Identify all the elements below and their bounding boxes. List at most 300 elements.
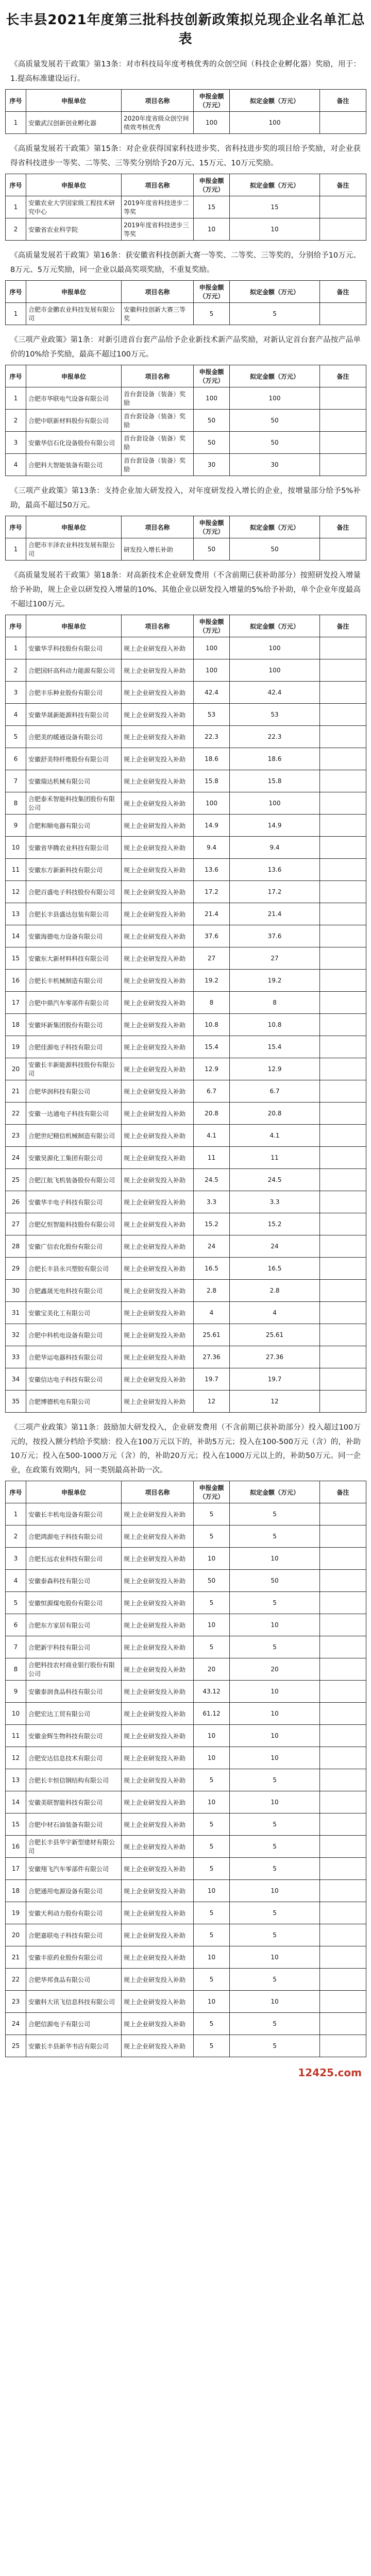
cell-remark <box>320 881 366 903</box>
table-header-row <box>6 281 366 303</box>
cell-company: 安徽丰原药业股份有限公司 <box>26 1946 122 1969</box>
cell-no: 12 <box>6 1747 26 1769</box>
table-row <box>6 1636 366 1658</box>
cell-item: 规上企业研发投入补助 <box>122 1880 194 1902</box>
header-applied: 申报金额（万元） <box>194 281 230 303</box>
cell-item: 规上企业研发投入补助 <box>122 1191 194 1213</box>
cell-approved: 100 <box>230 112 320 134</box>
table-row <box>6 387 366 410</box>
cell-approved: 6.7 <box>230 1080 320 1103</box>
cell-remark <box>320 837 366 859</box>
cell-no: 29 <box>6 1258 26 1280</box>
header-applied: 申报金额（万元） <box>194 615 230 637</box>
cell-item: 规上企业研发投入补助 <box>122 1147 194 1169</box>
cell-item: 研发投入增长补助 <box>122 538 194 561</box>
cell-remark <box>320 1258 366 1280</box>
cell-company: 安徽农业大学国家级工程技术研究中心 <box>26 196 122 218</box>
header-item: 项目名称 <box>122 615 194 637</box>
cell-no: 25 <box>6 2035 26 2057</box>
cell-applied: 10.8 <box>194 1014 230 1036</box>
cell-company: 安徽长丰县新华书店有限公司 <box>26 2035 122 2057</box>
cell-applied: 24.5 <box>194 1169 230 1191</box>
table-row <box>6 1769 366 1791</box>
site-watermark: 12425.com <box>298 2066 362 2079</box>
cell-remark <box>320 1036 366 1058</box>
cell-company: 安徽翔飞汽车零部件有限公司 <box>26 1858 122 1880</box>
cell-company: 合肥鸿源电子科技有限公司 <box>26 1526 122 1548</box>
cell-no: 1 <box>6 387 26 410</box>
cell-company: 安徽东方新新科技有限公司 <box>26 859 122 881</box>
cell-approved: 37.6 <box>230 925 320 947</box>
cell-applied: 27 <box>194 947 230 970</box>
cell-approved: 5 <box>230 1814 320 1836</box>
table-row <box>6 1346 366 1368</box>
cell-remark <box>320 637 366 659</box>
section-note-text: 《三项产业政策》第13条：支持企业加大研发投入，对年度研发投入增长的企业，按增量部分给予5%补助，最高不超过50万元。 <box>10 487 361 510</box>
cell-no: 5 <box>6 726 26 748</box>
cell-applied: 43.12 <box>194 1681 230 1703</box>
cell-item: 规上企业研发投入补助 <box>122 1836 194 1858</box>
table-row <box>6 218 366 241</box>
cell-applied: 5 <box>194 1969 230 1991</box>
cell-approved: 12 <box>230 1391 320 1413</box>
cell-remark <box>320 1769 366 1791</box>
table-row <box>6 1014 366 1036</box>
cell-applied: 5 <box>194 1592 230 1614</box>
cell-no: 20 <box>6 1058 26 1080</box>
cell-remark <box>320 748 366 770</box>
cell-item: 规上企业研发投入补助 <box>122 1280 194 1302</box>
cell-company: 合肥安达信息技术有限公司 <box>26 1747 122 1769</box>
cell-remark <box>320 387 366 410</box>
cell-company: 合肥科大智能装备有限公司 <box>26 454 122 476</box>
cell-company: 合肥国轩高科动力能源有限公司 <box>26 659 122 682</box>
cell-item: 规上企业研发投入补助 <box>122 1324 194 1346</box>
header-no: 序号 <box>6 90 26 112</box>
table-header-row <box>6 90 366 112</box>
cell-company: 合肥长丰恒信钢结构有限公司 <box>26 1769 122 1791</box>
cell-no: 15 <box>6 947 26 970</box>
header-approved: 拟定金额（万元） <box>230 90 320 112</box>
cell-no: 9 <box>6 1681 26 1703</box>
cell-applied: 10 <box>194 1991 230 2013</box>
table-row <box>6 992 366 1014</box>
cell-company: 安徽昊源化工集团有限公司 <box>26 1147 122 1169</box>
cell-no: 1 <box>6 303 26 325</box>
cell-remark <box>320 1080 366 1103</box>
cell-no: 1 <box>6 637 26 659</box>
section-note <box>5 246 366 280</box>
header-approved: 拟定金额（万元） <box>230 365 320 387</box>
cell-company: 安徽宝美化工有限公司 <box>26 1302 122 1324</box>
cell-item: 规上企业研发投入补助 <box>122 1548 194 1570</box>
cell-applied: 5 <box>194 1858 230 1880</box>
cell-company: 安徽信达电子科技有限公司 <box>26 1368 122 1391</box>
cell-item: 规上企业研发投入补助 <box>122 1014 194 1036</box>
section-note <box>5 566 366 615</box>
cell-approved: 4 <box>230 1302 320 1324</box>
cell-item: 规上企业研发投入补助 <box>122 1368 194 1391</box>
cell-applied: 4 <box>194 1302 230 1324</box>
header-remark: 备注 <box>320 281 366 303</box>
header-company: 申报单位 <box>26 174 122 196</box>
cell-company: 合肥长丰机械制造有限公司 <box>26 970 122 992</box>
cell-applied: 5 <box>194 1814 230 1836</box>
cell-no: 18 <box>6 1014 26 1036</box>
cell-no: 5 <box>6 1592 26 1614</box>
header-item: 项目名称 <box>122 365 194 387</box>
cell-item: 规上企业研发投入补助 <box>122 1125 194 1147</box>
cell-no: 16 <box>6 970 26 992</box>
cell-remark <box>320 1791 366 1814</box>
cell-applied: 12.9 <box>194 1058 230 1080</box>
table-row <box>6 1391 366 1413</box>
cell-item: 安徽科技创新大赛三等奖 <box>122 303 194 325</box>
cell-item: 规上企业研发投入补助 <box>122 1592 194 1614</box>
table-row <box>6 1858 366 1880</box>
cell-no: 2 <box>6 218 26 241</box>
cell-no: 30 <box>6 1280 26 1302</box>
cell-applied: 53 <box>194 704 230 726</box>
cell-applied: 20 <box>194 1658 230 1681</box>
cell-remark <box>320 2035 366 2057</box>
cell-company: 安徽长丰新能源科技股份有限公司 <box>26 1058 122 1080</box>
cell-applied: 10 <box>194 1614 230 1636</box>
cell-applied: 8 <box>194 992 230 1014</box>
table-header-row <box>6 516 366 538</box>
table-row <box>6 682 366 704</box>
section-note-text: 《三项产业政策》第11条：鼓励加大研发投入，企业研发费用（不含前期已获补助部分）投入超过100万元的，按投入额分档给予奖励：投入在100万元以下的，补助5万元；投入在100-500万元（含）的，补助10万元；投入在500-1000万元（含）的，补助20万元；投入在1000万元以上的，补助50万元。同一企业，在政策有效期内，同一类别最高补助一次。 <box>10 1423 361 1475</box>
cell-company: 安徽科大讯飞信息科技有限公司 <box>26 1991 122 2013</box>
cell-item: 规上企业研发投入补助 <box>122 903 194 925</box>
table-row <box>6 881 366 903</box>
table-header-row <box>6 365 366 387</box>
cell-company: 合肥江航飞机装备股份有限公司 <box>26 1169 122 1191</box>
cell-approved: 2.8 <box>230 1280 320 1302</box>
header-approved: 拟定金额（万元） <box>230 516 320 538</box>
cell-approved: 5 <box>230 1858 320 1880</box>
cell-applied: 5 <box>194 2013 230 2035</box>
section-note <box>5 139 366 174</box>
cell-company: 合肥华邦食品有限公司 <box>26 1969 122 1991</box>
cell-remark <box>320 1324 366 1346</box>
cell-item: 规上企业研发投入补助 <box>122 1103 194 1125</box>
cell-applied: 18.6 <box>194 748 230 770</box>
cell-approved: 20 <box>230 1658 320 1681</box>
cell-no: 1 <box>6 196 26 218</box>
cell-applied: 15.2 <box>194 1213 230 1235</box>
header-approved: 拟定金额（万元） <box>230 615 320 637</box>
header-item: 项目名称 <box>122 516 194 538</box>
table-row <box>6 538 366 561</box>
cell-no: 1 <box>6 538 26 561</box>
cell-applied: 6.7 <box>194 1080 230 1103</box>
table-row <box>6 1747 366 1769</box>
cell-applied: 5 <box>194 303 230 325</box>
cell-remark <box>320 432 366 454</box>
cell-applied: 27.36 <box>194 1346 230 1368</box>
cell-applied: 100 <box>194 659 230 682</box>
cell-remark <box>320 1014 366 1036</box>
table-row <box>6 1969 366 1991</box>
cell-no: 28 <box>6 1235 26 1258</box>
table-row <box>6 903 366 925</box>
cell-item: 规上企业研发投入补助 <box>122 1658 194 1681</box>
cell-no: 11 <box>6 1725 26 1747</box>
table-row <box>6 112 366 134</box>
cell-approved: 5 <box>230 1969 320 1991</box>
cell-company: 合肥信源电子有限公司 <box>26 2013 122 2035</box>
cell-approved: 100 <box>230 637 320 659</box>
cell-item: 规上企业研发投入补助 <box>122 1503 194 1526</box>
cell-item: 首台套设备（装备）奖励 <box>122 410 194 432</box>
table-row <box>6 815 366 837</box>
cell-company: 合肥长远农业科技有限公司 <box>26 1548 122 1570</box>
table-row <box>6 1147 366 1169</box>
table-row <box>6 792 366 815</box>
cell-remark <box>320 1213 366 1235</box>
cell-approved: 19.7 <box>230 1368 320 1391</box>
cell-item: 规上企业研发投入补助 <box>122 1391 194 1413</box>
table-row <box>6 303 366 325</box>
cell-remark <box>320 704 366 726</box>
cell-item: 规上企业研发投入补助 <box>122 1681 194 1703</box>
cell-applied: 100 <box>194 637 230 659</box>
table-row <box>6 1324 366 1346</box>
cell-company: 安徽广信农化股份有限公司 <box>26 1235 122 1258</box>
cell-applied: 3.3 <box>194 1191 230 1213</box>
cell-no: 7 <box>6 770 26 792</box>
section-table <box>5 89 366 134</box>
cell-no: 21 <box>6 1946 26 1969</box>
header-item: 项目名称 <box>122 174 194 196</box>
table-row <box>6 925 366 947</box>
cell-item: 规上企业研发投入补助 <box>122 1946 194 1969</box>
cell-remark <box>320 925 366 947</box>
cell-company: 合肥世纪精信机械制造有限公司 <box>26 1125 122 1147</box>
cell-item: 规上企业研发投入补助 <box>122 770 194 792</box>
cell-no: 20 <box>6 1924 26 1946</box>
cell-no: 2 <box>6 410 26 432</box>
cell-no: 18 <box>6 1880 26 1902</box>
cell-approved: 12.9 <box>230 1058 320 1080</box>
cell-approved: 9.4 <box>230 837 320 859</box>
table-row <box>6 1103 366 1125</box>
cell-no: 26 <box>6 1191 26 1213</box>
cell-company: 安徽省农业科学院 <box>26 218 122 241</box>
cell-applied: 61.12 <box>194 1703 230 1725</box>
cell-no: 19 <box>6 1036 26 1058</box>
section-note-text: 《高质量发展若干政策》第15条：对企业获得国家科技进步奖、省科技进步奖的项目给予奖励，对企业获得省科技进步一等奖、二等奖、三等奖分别给予20万元、15万元、10万元奖励。 <box>10 145 361 167</box>
table-row <box>6 1548 366 1570</box>
cell-applied: 2.8 <box>194 1280 230 1302</box>
cell-company: 合肥市金鹏农业科技发展有限公司 <box>26 303 122 325</box>
cell-no: 3 <box>6 432 26 454</box>
cell-no: 3 <box>6 682 26 704</box>
header-company: 申报单位 <box>26 615 122 637</box>
cell-item: 规上企业研发投入补助 <box>122 1747 194 1769</box>
cell-remark <box>320 1391 366 1413</box>
cell-company: 安徽瑞达机械有限公司 <box>26 770 122 792</box>
cell-no: 23 <box>6 1125 26 1147</box>
cell-item: 规上企业研发投入补助 <box>122 1346 194 1368</box>
cell-remark <box>320 1058 366 1080</box>
header-remark: 备注 <box>320 365 366 387</box>
table-row <box>6 1125 366 1147</box>
cell-approved: 50 <box>230 432 320 454</box>
cell-remark <box>320 1681 366 1703</box>
cell-applied: 5 <box>194 1526 230 1548</box>
cell-remark <box>320 1880 366 1902</box>
cell-approved: 16.5 <box>230 1258 320 1280</box>
cell-company: 合肥中联新材料股份有限公司 <box>26 410 122 432</box>
cell-remark <box>320 1103 366 1125</box>
cell-item: 2019年度省科技进步三等奖 <box>122 218 194 241</box>
cell-applied: 14.9 <box>194 815 230 837</box>
cell-remark <box>320 1169 366 1191</box>
cell-item: 规上企业研发投入补助 <box>122 1235 194 1258</box>
cell-no: 6 <box>6 1614 26 1636</box>
cell-item: 规上企业研发投入补助 <box>122 1924 194 1946</box>
cell-remark <box>320 1658 366 1681</box>
cell-remark <box>320 1836 366 1858</box>
cell-company: 合肥长丰县华宇新型建材有限公司 <box>26 1836 122 1858</box>
header-remark: 备注 <box>320 1481 366 1503</box>
table-row <box>6 1614 366 1636</box>
section-note <box>5 1418 366 1481</box>
cell-remark <box>320 1503 366 1526</box>
cell-remark <box>320 1280 366 1302</box>
table-row <box>6 432 366 454</box>
cell-company: 安徽海德电力设备有限公司 <box>26 925 122 947</box>
header-company: 申报单位 <box>26 90 122 112</box>
cell-applied: 15.8 <box>194 770 230 792</box>
cell-item: 规上企业研发投入补助 <box>122 1213 194 1235</box>
cell-applied: 50 <box>194 1570 230 1592</box>
cell-remark <box>320 1636 366 1658</box>
cell-remark <box>320 1235 366 1258</box>
cell-approved: 5 <box>230 1592 320 1614</box>
cell-item: 规上企业研发投入补助 <box>122 881 194 903</box>
cell-no: 11 <box>6 859 26 881</box>
cell-item: 规上企业研发投入补助 <box>122 925 194 947</box>
cell-item: 规上企业研发投入补助 <box>122 1969 194 1991</box>
cell-approved: 20.8 <box>230 1103 320 1125</box>
cell-applied: 100 <box>194 387 230 410</box>
cell-approved: 5 <box>230 1636 320 1658</box>
cell-company: 合肥市华联电气设备有限公司 <box>26 387 122 410</box>
cell-applied: 10 <box>194 1725 230 1747</box>
cell-company: 合肥中科机电设备有限公司 <box>26 1324 122 1346</box>
cell-item: 规上企业研发投入补助 <box>122 1058 194 1080</box>
cell-item: 规上企业研发投入补助 <box>122 659 194 682</box>
cell-applied: 24 <box>194 1235 230 1258</box>
cell-company: 安徽天利动力股份有限公司 <box>26 1902 122 1924</box>
cell-no: 32 <box>6 1324 26 1346</box>
table-row <box>6 704 366 726</box>
cell-company: 合肥中材石油装备有限公司 <box>26 1814 122 1836</box>
cell-no: 8 <box>6 1658 26 1681</box>
cell-remark <box>320 1147 366 1169</box>
cell-approved: 24.5 <box>230 1169 320 1191</box>
table-row <box>6 1036 366 1058</box>
header-remark: 备注 <box>320 615 366 637</box>
table-row <box>6 659 366 682</box>
cell-item: 规上企业研发投入补助 <box>122 1080 194 1103</box>
cell-no: 4 <box>6 1570 26 1592</box>
cell-remark <box>320 1814 366 1836</box>
cell-item: 规上企业研发投入补助 <box>122 637 194 659</box>
cell-approved: 17.2 <box>230 881 320 903</box>
cell-no: 1 <box>6 112 26 134</box>
cell-applied: 5 <box>194 1902 230 1924</box>
cell-approved: 15.2 <box>230 1213 320 1235</box>
cell-no: 1 <box>6 1503 26 1526</box>
cell-approved: 5 <box>230 1836 320 1858</box>
table-row <box>6 970 366 992</box>
table-row <box>6 947 366 970</box>
table-row <box>6 1169 366 1191</box>
cell-remark <box>320 970 366 992</box>
cell-applied: 5 <box>194 2035 230 2057</box>
cell-remark <box>320 1548 366 1570</box>
cell-applied: 42.4 <box>194 682 230 704</box>
cell-approved: 10 <box>230 1991 320 2013</box>
table-row <box>6 1570 366 1592</box>
section-note-text: 《高质量发展若干政策》第16条：获安徽省科技创新大赛一等奖、二等奖、三等奖的，分别给予10万元、8万元、5万元奖励，同一企业以最高奖项奖励，不重复奖励。 <box>10 251 361 274</box>
cell-item: 首台套设备（装备）奖励 <box>122 387 194 410</box>
cell-approved: 8 <box>230 992 320 1014</box>
table-row <box>6 859 366 881</box>
cell-item: 规上企业研发投入补助 <box>122 1769 194 1791</box>
section-table <box>5 516 366 561</box>
cell-remark <box>320 859 366 881</box>
table-row <box>6 637 366 659</box>
cell-applied: 5 <box>194 1769 230 1791</box>
cell-approved: 10 <box>230 1747 320 1769</box>
cell-applied: 9.4 <box>194 837 230 859</box>
cell-item: 规上企业研发投入补助 <box>122 992 194 1014</box>
cell-item: 规上企业研发投入补助 <box>122 1725 194 1747</box>
header-applied: 申报金额（万元） <box>194 365 230 387</box>
cell-no: 23 <box>6 1991 26 2013</box>
header-company: 申报单位 <box>26 516 122 538</box>
table-row <box>6 1814 366 1836</box>
cell-applied: 15 <box>194 196 230 218</box>
page-title: 长丰县2021年度第三批科技创新政策拟兑现企业名单汇总表 <box>6 12 365 47</box>
cell-remark <box>320 303 366 325</box>
cell-no: 17 <box>6 1858 26 1880</box>
cell-applied: 22.3 <box>194 726 230 748</box>
cell-company: 安徽长丰机电设备有限公司 <box>26 1503 122 1526</box>
header-no: 序号 <box>6 516 26 538</box>
cell-no: 8 <box>6 792 26 815</box>
header-applied: 申报金额（万元） <box>194 1481 230 1503</box>
cell-company: 安徽华丰电子科技有限公司 <box>26 1191 122 1213</box>
cell-remark <box>320 196 366 218</box>
cell-remark <box>320 112 366 134</box>
cell-remark <box>320 992 366 1014</box>
cell-no: 2 <box>6 659 26 682</box>
cell-remark <box>320 538 366 561</box>
cell-item: 规上企业研发投入补助 <box>122 1902 194 1924</box>
cell-company: 安徽省华腾农业科技有限公司 <box>26 837 122 859</box>
cell-no: 13 <box>6 1769 26 1791</box>
cell-company: 合肥泰禾智能科技集团股份有限公司 <box>26 792 122 815</box>
cell-applied: 21.4 <box>194 903 230 925</box>
cell-approved: 53 <box>230 704 320 726</box>
cell-approved: 100 <box>230 792 320 815</box>
